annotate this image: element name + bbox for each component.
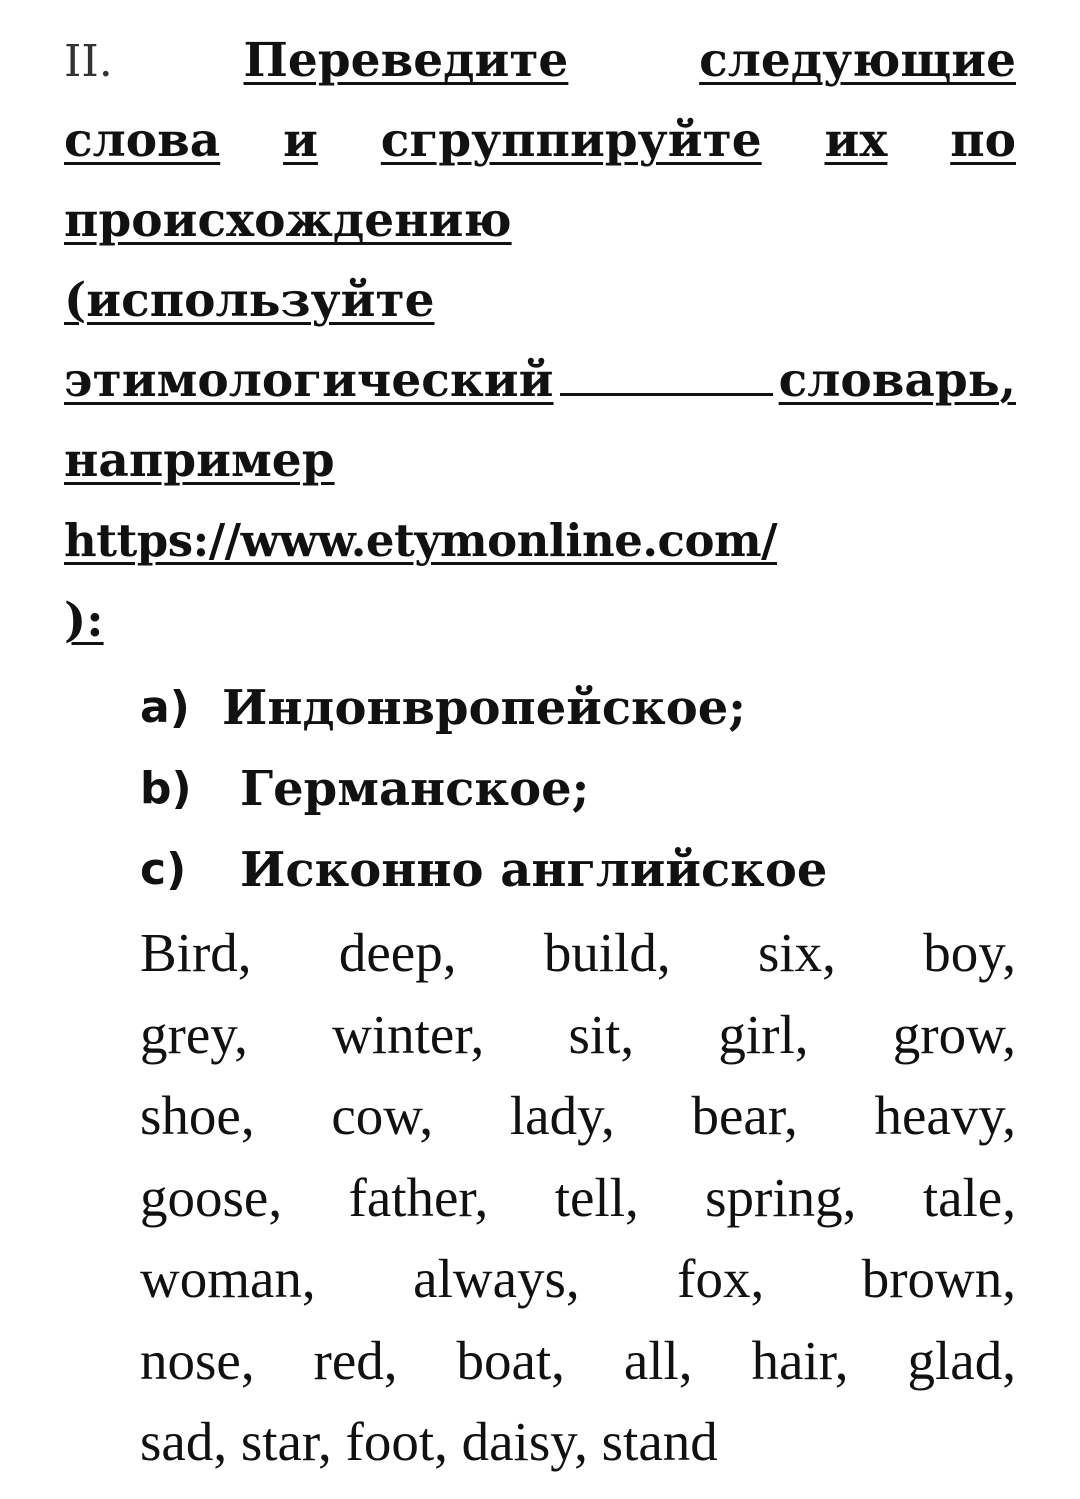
word: deep, bbox=[338, 922, 457, 983]
word: woman, bbox=[140, 1248, 316, 1309]
word: fox, bbox=[677, 1248, 765, 1309]
heading-line-3 bbox=[64, 188, 1016, 268]
heading-word: по bbox=[950, 113, 1016, 168]
cropped-glyph bbox=[150, 0, 162, 6]
option-label: Индонвропейское; bbox=[222, 680, 746, 736]
heading-line-7 bbox=[64, 508, 1016, 588]
word: bear, bbox=[691, 1085, 798, 1146]
heading-word: этимологический bbox=[64, 353, 554, 408]
word: cow, bbox=[331, 1085, 434, 1146]
task-heading bbox=[64, 28, 1016, 668]
option-c bbox=[140, 834, 1016, 915]
word: six, bbox=[758, 922, 836, 983]
word: spring, bbox=[705, 1166, 857, 1228]
heading-line-5 bbox=[64, 348, 1016, 428]
word-line bbox=[140, 999, 1016, 1081]
heading-word: и bbox=[283, 113, 318, 168]
word: build, bbox=[543, 922, 671, 983]
word: heavy, bbox=[874, 1085, 1016, 1146]
word-line bbox=[140, 1080, 1016, 1162]
cropped-previous-text bbox=[150, 0, 260, 6]
word-line bbox=[140, 1162, 1016, 1244]
word: Bird, bbox=[140, 922, 252, 983]
word: girl, bbox=[718, 1003, 809, 1065]
word-line bbox=[140, 1406, 1016, 1488]
word: hair, bbox=[751, 1329, 849, 1391]
heading-line-8 bbox=[64, 588, 1016, 668]
heading-word: их bbox=[824, 113, 888, 168]
word: sit, bbox=[568, 1003, 635, 1065]
option-marker: a) bbox=[140, 682, 190, 733]
option-marker: c) bbox=[140, 844, 187, 895]
underline-gap bbox=[560, 393, 773, 396]
word-line bbox=[140, 917, 1016, 999]
word: shoe, bbox=[140, 1085, 255, 1146]
heading-word: следующие bbox=[699, 33, 1016, 88]
cropped-glyph bbox=[184, 0, 196, 6]
etymonline-link[interactable]: https://www.etymonline.com/ bbox=[64, 514, 778, 567]
heading-word: словарь, bbox=[778, 353, 1016, 408]
word: lady, bbox=[509, 1085, 615, 1146]
heading-line-6 bbox=[64, 428, 1016, 508]
option-label: Исконно английское bbox=[240, 842, 828, 898]
word: nose, bbox=[140, 1329, 255, 1391]
word-line bbox=[140, 1325, 1016, 1407]
option-marker: b) bbox=[140, 763, 192, 814]
heading-word: сгруппируйте bbox=[380, 113, 762, 168]
heading-word: ): bbox=[64, 593, 104, 648]
word: grey, bbox=[140, 1003, 248, 1065]
word: grow, bbox=[892, 1003, 1016, 1065]
section-number: II. bbox=[64, 36, 113, 87]
word-list bbox=[140, 917, 1016, 1488]
heading-word: (используйте bbox=[64, 273, 435, 328]
heading-word: слова bbox=[64, 113, 221, 168]
heading-word: происхождению bbox=[64, 193, 512, 248]
option-a bbox=[140, 672, 1016, 753]
word: red, bbox=[313, 1329, 398, 1391]
option-list bbox=[140, 672, 1016, 915]
heading-word: например bbox=[64, 433, 335, 488]
word-line bbox=[140, 1243, 1016, 1325]
heading-line-4 bbox=[64, 268, 1016, 348]
word: father, bbox=[348, 1166, 489, 1228]
heading-line-1 bbox=[64, 28, 1016, 108]
word: glad, bbox=[907, 1329, 1016, 1391]
heading-word: Переведите bbox=[243, 33, 569, 88]
word: goose, bbox=[140, 1166, 283, 1228]
word: boat, bbox=[456, 1329, 565, 1391]
word: tale, bbox=[922, 1166, 1016, 1228]
word: boy, bbox=[923, 922, 1016, 983]
word: sad, star, foot, daisy, stand bbox=[140, 1411, 718, 1472]
option-label: Германское; bbox=[240, 761, 590, 817]
heading-line-2 bbox=[64, 108, 1016, 188]
word: always, bbox=[413, 1248, 580, 1309]
word: tell, bbox=[554, 1166, 639, 1228]
option-b bbox=[140, 753, 1016, 834]
word: winter, bbox=[332, 1003, 485, 1065]
word: brown, bbox=[861, 1248, 1016, 1309]
word: all, bbox=[623, 1329, 693, 1391]
